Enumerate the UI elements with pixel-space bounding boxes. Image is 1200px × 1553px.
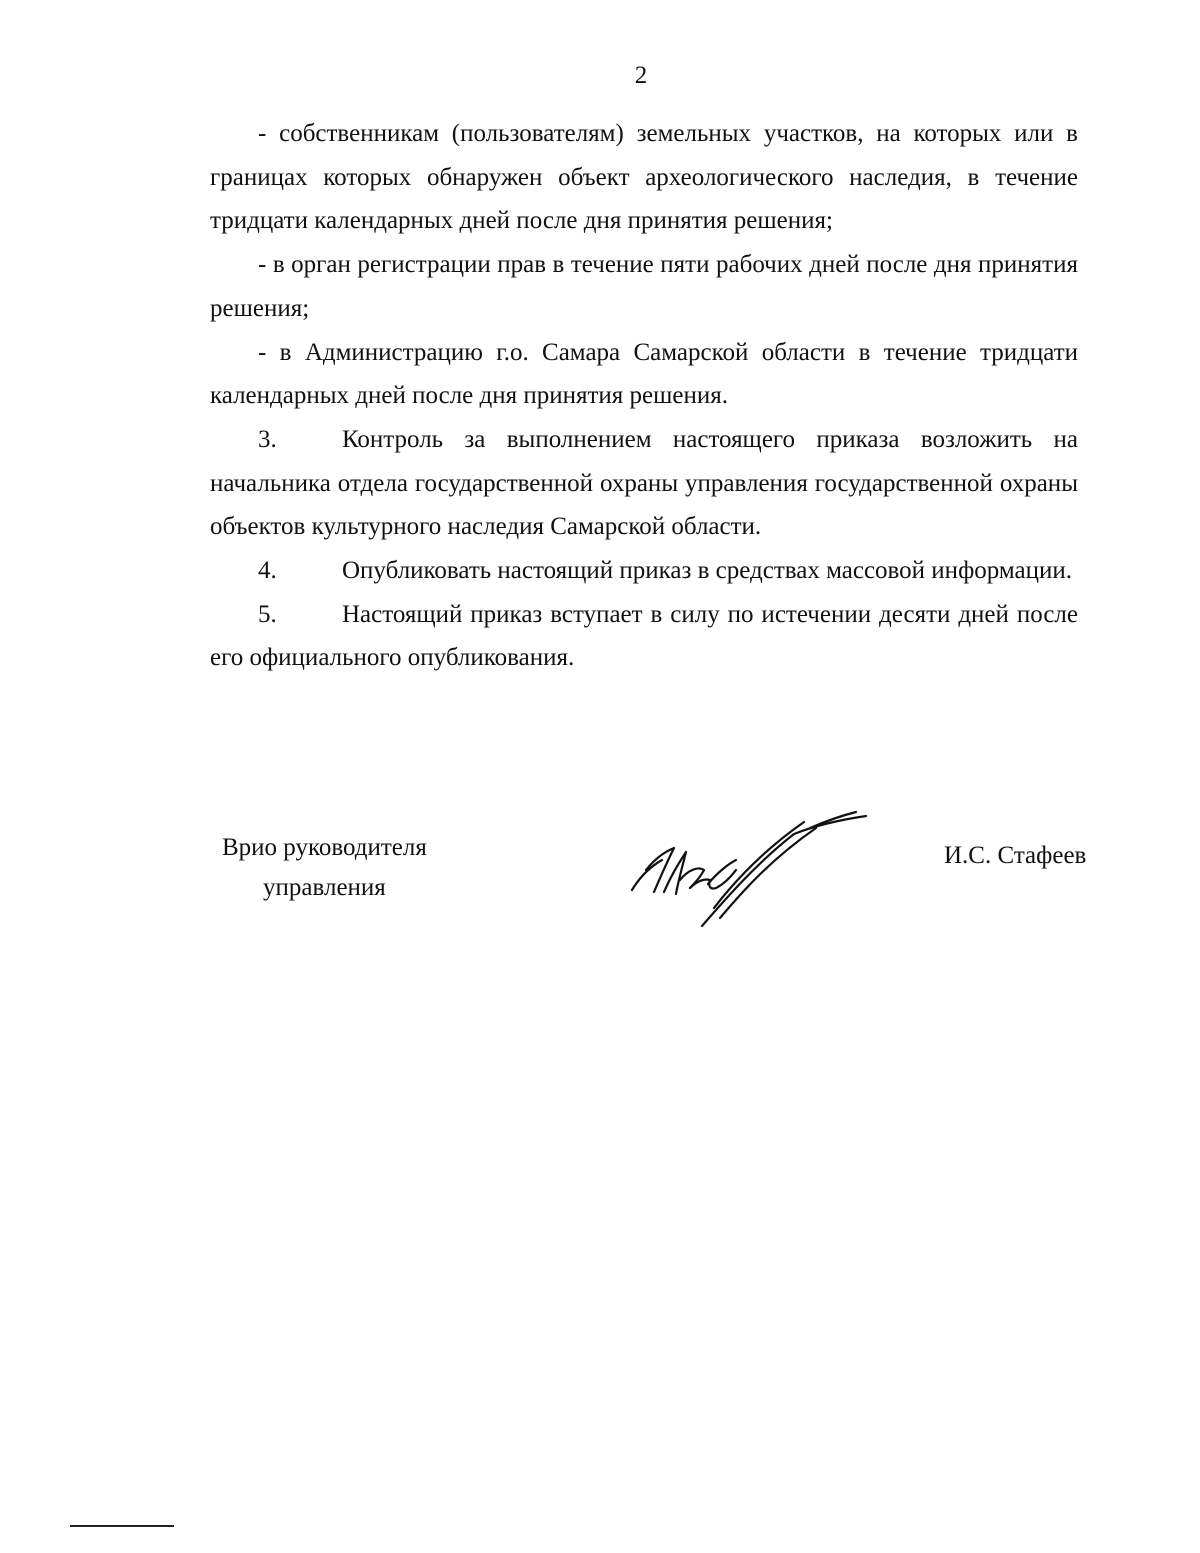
position-line-1: Врио руководителя xyxy=(222,834,427,861)
numbered-item-4 xyxy=(210,549,1078,593)
position-line-2: управления xyxy=(263,874,386,901)
item-number: 3. xyxy=(258,425,277,453)
paragraph-administration: - в Администрацию г.о. Самара Самарской области в течение тридцати календарных дней после дня принятия решения. xyxy=(210,338,1078,410)
page-number: 2 xyxy=(634,62,648,89)
numbered-item-5 xyxy=(210,593,1078,680)
footer-divider xyxy=(70,1525,174,1527)
item-text: Контроль за выполнением настоящего приказа возложить на начальника отдела государственной охраны управления государственной охраны объектов культурного наследия Самарской области. xyxy=(210,425,1078,541)
paragraph-landowners: - собственникам (пользователям) земельных участков, на которых или в границах которых обнаружен объект археологического наследия, в течение тридцати календарных дней после дня принятия решения; xyxy=(210,120,1078,235)
signatory-position xyxy=(222,828,427,908)
item-number: 5. xyxy=(258,600,277,628)
document-body xyxy=(210,112,1078,680)
handwritten-signature xyxy=(624,808,874,928)
item-text: Настоящий приказ вступает в силу по истечении десяти дней после его официального опубликования. xyxy=(210,600,1078,672)
paragraph-registration-body: - в орган регистрации прав в течение пяти рабочих дней после дня принятия решения; xyxy=(210,251,1078,322)
item-text: Опубликовать настоящий приказ в средствах массовой информации. xyxy=(342,557,1073,585)
signer-name: И.С. Стафеев xyxy=(944,842,1087,869)
item-number: 4. xyxy=(258,557,277,585)
numbered-item-3 xyxy=(210,418,1078,549)
